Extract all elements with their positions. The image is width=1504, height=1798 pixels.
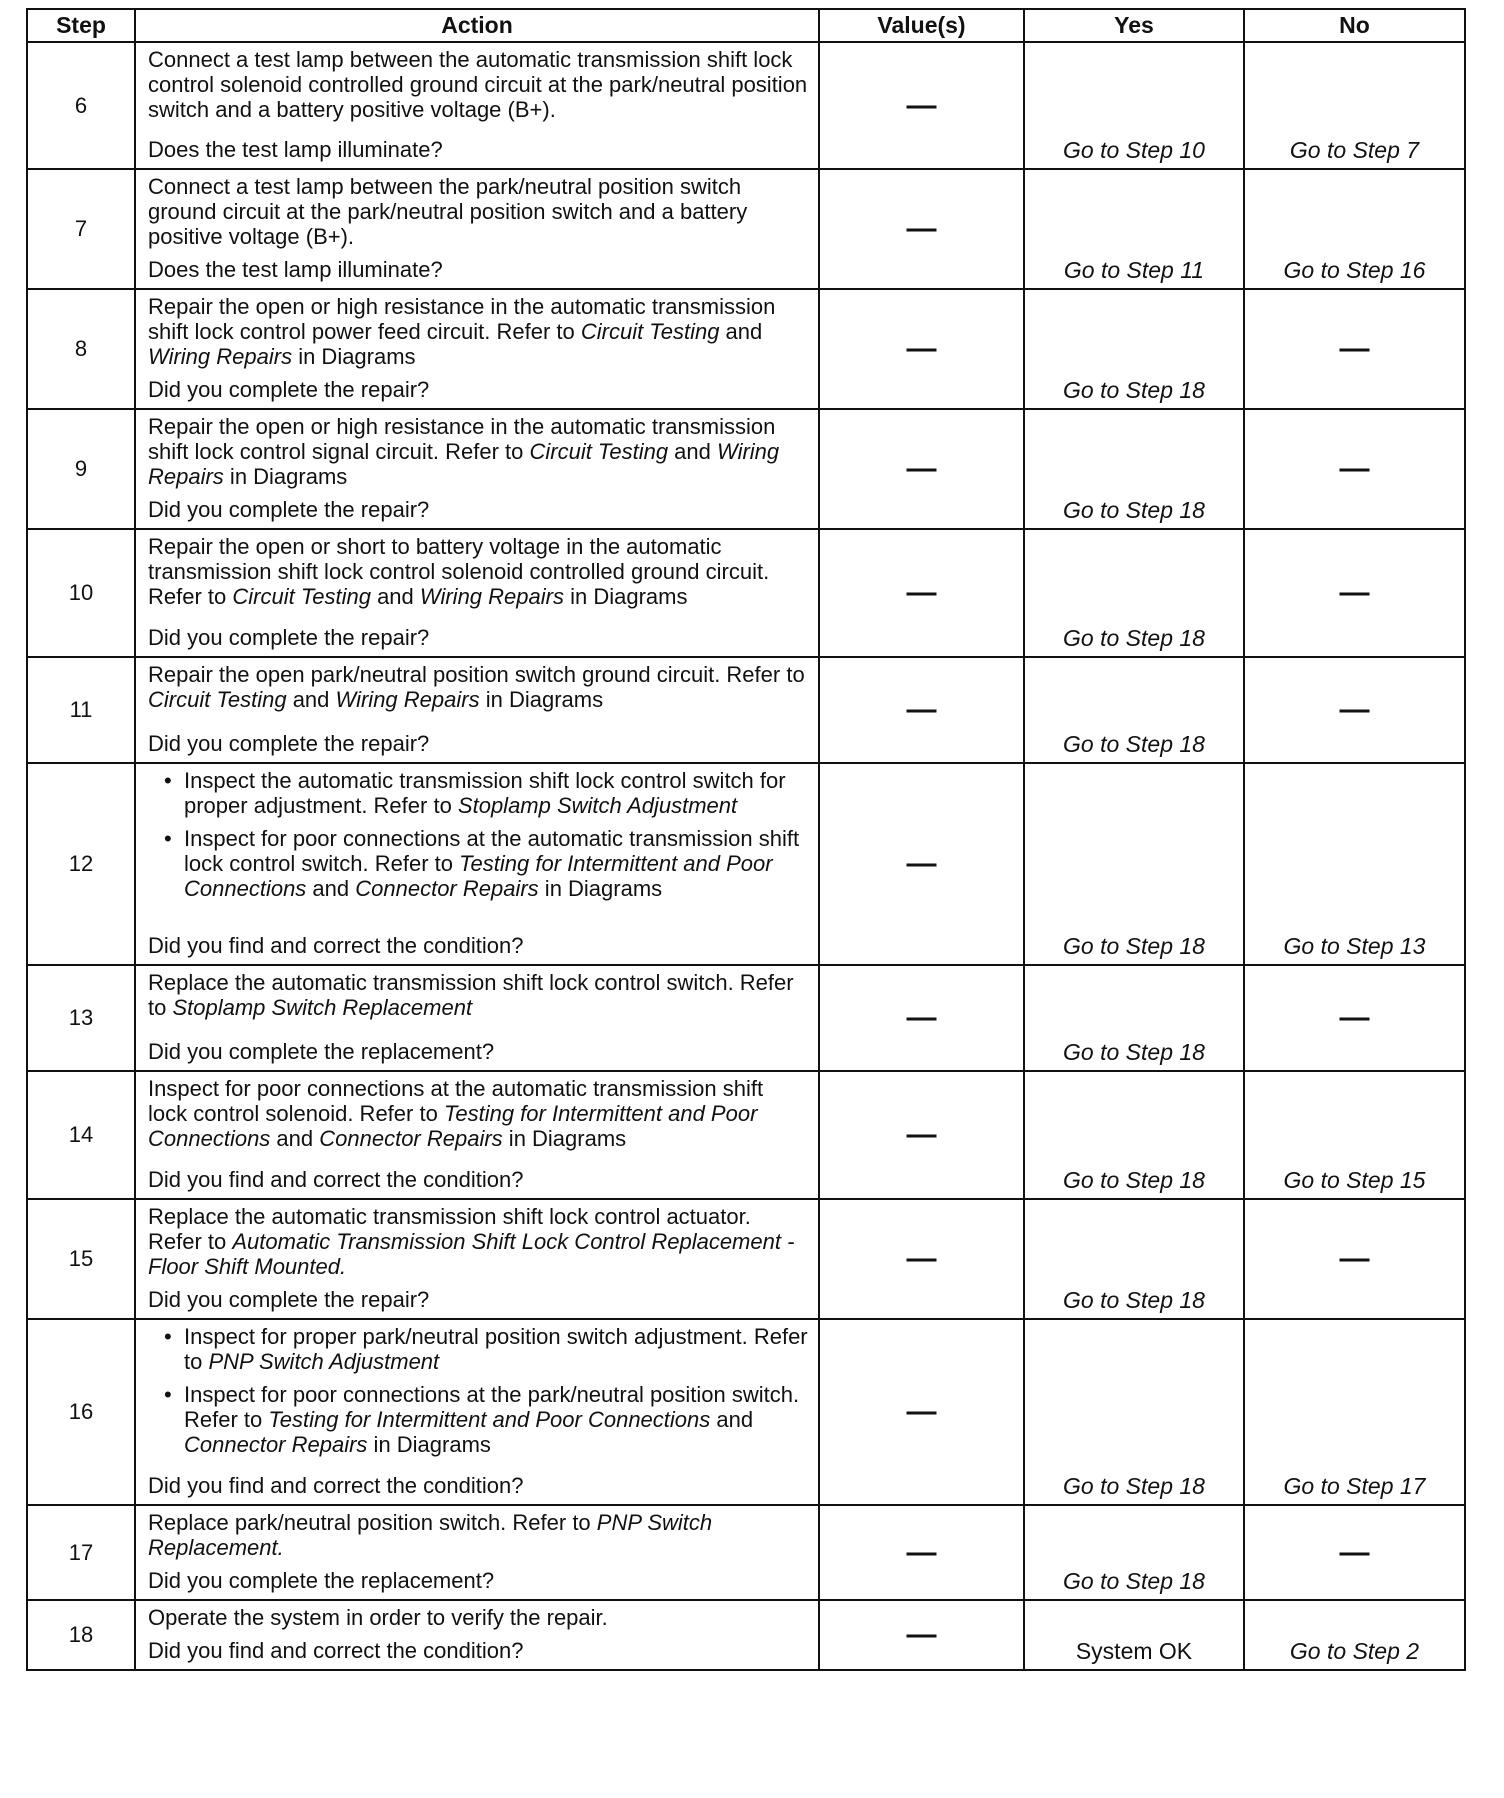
yes-cell: Go to Step 18 [1024, 529, 1244, 657]
step-number: 6 [27, 42, 135, 169]
header-action: Action [135, 9, 819, 42]
value-cell: — [819, 289, 1024, 409]
yes-cell: System OK [1024, 1600, 1244, 1670]
header-no: No [1244, 9, 1465, 42]
reference-link: PNP Switch Replacement. [148, 1510, 713, 1560]
step-row-15 [27, 1199, 1465, 1319]
step-number: 15 [27, 1199, 135, 1319]
reference-link: Connector Repairs [319, 1126, 503, 1151]
step-row-6 [27, 42, 1465, 169]
reference-link: Connector Repairs [355, 876, 539, 901]
yes-cell: Go to Step 18 [1024, 1319, 1244, 1505]
action-text-segment: in Diagrams [538, 876, 663, 901]
action-text-segment: Repair the open or high resistance in the automatic transmission shift lock control power feed circuit. Refer to [148, 294, 776, 344]
value-cell: — [819, 1199, 1024, 1319]
action-text-segment: and [306, 876, 356, 901]
no-cell: — [1244, 529, 1465, 657]
action-text [148, 534, 808, 609]
action-text-segment: in Diagrams [367, 1432, 491, 1457]
action-question: Did you complete the repair? [148, 377, 430, 402]
action-content [148, 662, 808, 756]
yes-cell: Go to Step 18 [1024, 1199, 1244, 1319]
action-text-segment: Operate the system in order to verify the repair. [148, 1605, 608, 1630]
no-cell: — [1244, 657, 1465, 763]
action-question: Did you find and correct the condition? [148, 933, 524, 958]
action-text-segment: Inspect for proper park/neutral position switch adjustment. Refer to [184, 1324, 808, 1374]
action-cell [135, 1505, 819, 1600]
action-question: Did you complete the replacement? [148, 1568, 495, 1593]
step-number: 13 [27, 965, 135, 1071]
reference-link: Stoplamp Switch Replacement [172, 995, 473, 1020]
action-text-segment: Replace the automatic transmission shift lock control switch. Refer to [148, 970, 794, 1020]
value-cell: — [819, 529, 1024, 657]
action-cell [135, 657, 819, 763]
no-cell: Go to Step 7 [1244, 42, 1465, 169]
step-row-12 [27, 763, 1465, 965]
step-row-14 [27, 1071, 1465, 1199]
no-cell: Go to Step 15 [1244, 1071, 1465, 1199]
reference-link: Automatic Transmission Shift Lock Control Replacement - Floor Shift Mounted. [148, 1229, 795, 1279]
action-question: Did you find and correct the condition? [148, 1473, 524, 1498]
yes-cell: Go to Step 10 [1024, 42, 1244, 169]
action-text-segment: in Diagrams [292, 344, 416, 369]
action-text [148, 1324, 808, 1465]
yes-cell: Go to Step 18 [1024, 965, 1244, 1071]
value-cell: — [819, 42, 1024, 169]
step-number: 16 [27, 1319, 135, 1505]
action-text-segment: Connect a test lamp between the automatic transmission shift lock control solenoid controlled ground circuit at the park/neutral position switch and a battery positive voltage (B+). [148, 47, 808, 122]
action-content [148, 970, 808, 1064]
action-text-segment: Connect a test lamp between the park/neutral position switch ground circuit at the park/neutral position switch and a battery positive voltage (B+). [148, 174, 748, 249]
step-number: 17 [27, 1505, 135, 1600]
action-question: Did you find and correct the condition? [148, 1638, 524, 1663]
action-text [148, 174, 808, 249]
action-content [148, 174, 808, 282]
action-content [148, 1076, 808, 1192]
action-content [148, 1510, 808, 1593]
diagnostic-table [26, 8, 1466, 1671]
action-text [148, 1510, 808, 1560]
action-content [148, 534, 808, 650]
reference-link: PNP Switch Adjustment [208, 1349, 440, 1374]
action-text-segment: Inspect the automatic transmission shift lock control switch for proper adjustment. Refer to [184, 768, 786, 818]
reference-link: Testing for Intermittent and Poor Connections [148, 1101, 758, 1151]
action-text [148, 1076, 808, 1151]
action-text-segment: in Diagrams [479, 687, 604, 712]
action-cell [135, 169, 819, 289]
reference-link: Circuit Testing [580, 319, 720, 344]
action-question: Did you complete the repair? [148, 625, 430, 650]
action-text [148, 970, 808, 1020]
step-number: 18 [27, 1600, 135, 1670]
step-number: 12 [27, 763, 135, 965]
yes-cell: Go to Step 18 [1024, 1505, 1244, 1600]
no-cell: Go to Step 2 [1244, 1600, 1465, 1670]
action-text [148, 414, 808, 489]
no-cell: — [1244, 965, 1465, 1071]
action-question: Does the test lamp illuminate? [148, 257, 443, 282]
step-number: 11 [27, 657, 135, 763]
action-cell [135, 409, 819, 529]
no-cell: — [1244, 409, 1465, 529]
action-cell [135, 1199, 819, 1319]
value-cell: — [819, 1600, 1024, 1670]
action-text-segment: Inspect for poor connections at the automatic transmission shift lock control solenoid. Refer to [148, 1076, 764, 1126]
step-row-9 [27, 409, 1465, 529]
value-cell: — [819, 409, 1024, 529]
action-content [148, 1324, 808, 1498]
no-cell: — [1244, 1505, 1465, 1600]
action-content [148, 414, 808, 522]
yes-cell: Go to Step 11 [1024, 169, 1244, 289]
action-text-segment: Repair the open or high resistance in the automatic transmission shift lock control signal circuit. Refer to [148, 414, 776, 464]
action-text [148, 662, 808, 712]
no-cell: Go to Step 17 [1244, 1319, 1465, 1505]
action-text-segment: and [719, 319, 763, 344]
action-text [148, 768, 808, 909]
yes-cell: Go to Step 18 [1024, 657, 1244, 763]
reference-link: Circuit Testing [148, 687, 287, 712]
step-row-17 [27, 1505, 1465, 1600]
action-text-segment: and [270, 1126, 320, 1151]
step-number: 8 [27, 289, 135, 409]
action-bullet-list [148, 768, 808, 901]
value-cell: — [819, 1505, 1024, 1600]
reference-link: Wiring Repairs [148, 439, 780, 489]
action-text-segment: Replace park/neutral position switch. Refer to [148, 1510, 597, 1535]
yes-cell: Go to Step 18 [1024, 289, 1244, 409]
action-cell [135, 1071, 819, 1199]
action-cell [135, 529, 819, 657]
reference-link: Wiring Repairs [148, 344, 293, 369]
action-cell [135, 1319, 819, 1505]
action-bullet-item [184, 1382, 808, 1457]
action-question: Did you complete the repair? [148, 497, 430, 522]
yes-cell: Go to Step 18 [1024, 1071, 1244, 1199]
diagnostic-table-page [26, 8, 1464, 1671]
action-content [148, 1204, 808, 1312]
reference-link: Stoplamp Switch Adjustment [457, 793, 738, 818]
action-cell [135, 763, 819, 965]
yes-cell: Go to Step 18 [1024, 763, 1244, 965]
step-row-13 [27, 965, 1465, 1071]
action-cell [135, 42, 819, 169]
reference-link: Wiring Repairs [419, 584, 564, 609]
reference-link: Testing for Intermittent and Poor Connections [268, 1407, 711, 1432]
action-text-segment: in Diagrams [223, 464, 348, 489]
reference-link: Wiring Repairs [335, 687, 480, 712]
action-text-segment: and [370, 584, 420, 609]
yes-cell: Go to Step 18 [1024, 409, 1244, 529]
action-bullet-item [184, 826, 808, 901]
action-bullet-item [184, 1324, 808, 1374]
reference-link: Connector Repairs [184, 1432, 368, 1457]
step-number: 7 [27, 169, 135, 289]
action-text-segment: and [668, 439, 717, 464]
step-row-18 [27, 1600, 1465, 1670]
value-cell: — [819, 965, 1024, 1071]
action-question: Did you complete the replacement? [148, 1039, 495, 1064]
no-cell: — [1244, 289, 1465, 409]
step-number: 14 [27, 1071, 135, 1199]
action-content [148, 47, 808, 162]
header-step: Step [27, 9, 135, 42]
action-text [148, 294, 808, 369]
action-text-segment: Inspect for poor connections at the automatic transmission shift lock control switch. Refer to [184, 826, 800, 876]
value-cell: — [819, 1071, 1024, 1199]
action-content [148, 768, 808, 958]
action-text [148, 47, 808, 122]
step-number: 10 [27, 529, 135, 657]
action-question: Did you find and correct the condition? [148, 1167, 524, 1192]
action-question: Does the test lamp illuminate? [148, 137, 443, 162]
action-text [148, 1605, 808, 1630]
action-question: Did you complete the repair? [148, 731, 430, 756]
action-text-segment: Repair the open park/neutral position switch ground circuit. Refer to [148, 662, 805, 687]
value-cell: — [819, 657, 1024, 763]
action-content [148, 294, 808, 402]
no-cell: Go to Step 16 [1244, 169, 1465, 289]
action-text-segment: and [286, 687, 336, 712]
action-text-segment: Replace the automatic transmission shift lock control actuator. Refer to [148, 1204, 751, 1254]
action-question: Did you complete the repair? [148, 1287, 430, 1312]
step-row-11 [27, 657, 1465, 763]
action-text-segment: and [710, 1407, 754, 1432]
header-values: Value(s) [819, 9, 1024, 42]
value-cell: — [819, 763, 1024, 965]
header-row [27, 9, 1465, 42]
value-cell: — [819, 1319, 1024, 1505]
step-row-10 [27, 529, 1465, 657]
reference-link: Circuit Testing [232, 584, 371, 609]
step-row-8 [27, 289, 1465, 409]
action-text-segment: Repair the open or short to battery voltage in the automatic transmission shift lock control solenoid controlled ground circuit. Refer to [148, 534, 770, 609]
no-cell: Go to Step 13 [1244, 763, 1465, 965]
step-row-7 [27, 169, 1465, 289]
action-cell [135, 1600, 819, 1670]
action-text-segment: in Diagrams [563, 584, 688, 609]
action-bullet-list [148, 1324, 808, 1457]
action-cell [135, 289, 819, 409]
action-text [148, 1204, 808, 1279]
reference-link: Circuit Testing [529, 439, 669, 464]
header-yes: Yes [1024, 9, 1244, 42]
action-content [148, 1605, 808, 1663]
step-number: 9 [27, 409, 135, 529]
action-text-segment: Inspect for poor connections at the park/neutral position switch. Refer to [184, 1382, 800, 1432]
reference-link: Testing for Intermittent and Poor Connections [184, 851, 773, 901]
no-cell: — [1244, 1199, 1465, 1319]
action-text-segment: in Diagrams [502, 1126, 627, 1151]
action-bullet-item [184, 768, 808, 818]
value-cell: — [819, 169, 1024, 289]
action-cell [135, 965, 819, 1071]
step-row-16 [27, 1319, 1465, 1505]
